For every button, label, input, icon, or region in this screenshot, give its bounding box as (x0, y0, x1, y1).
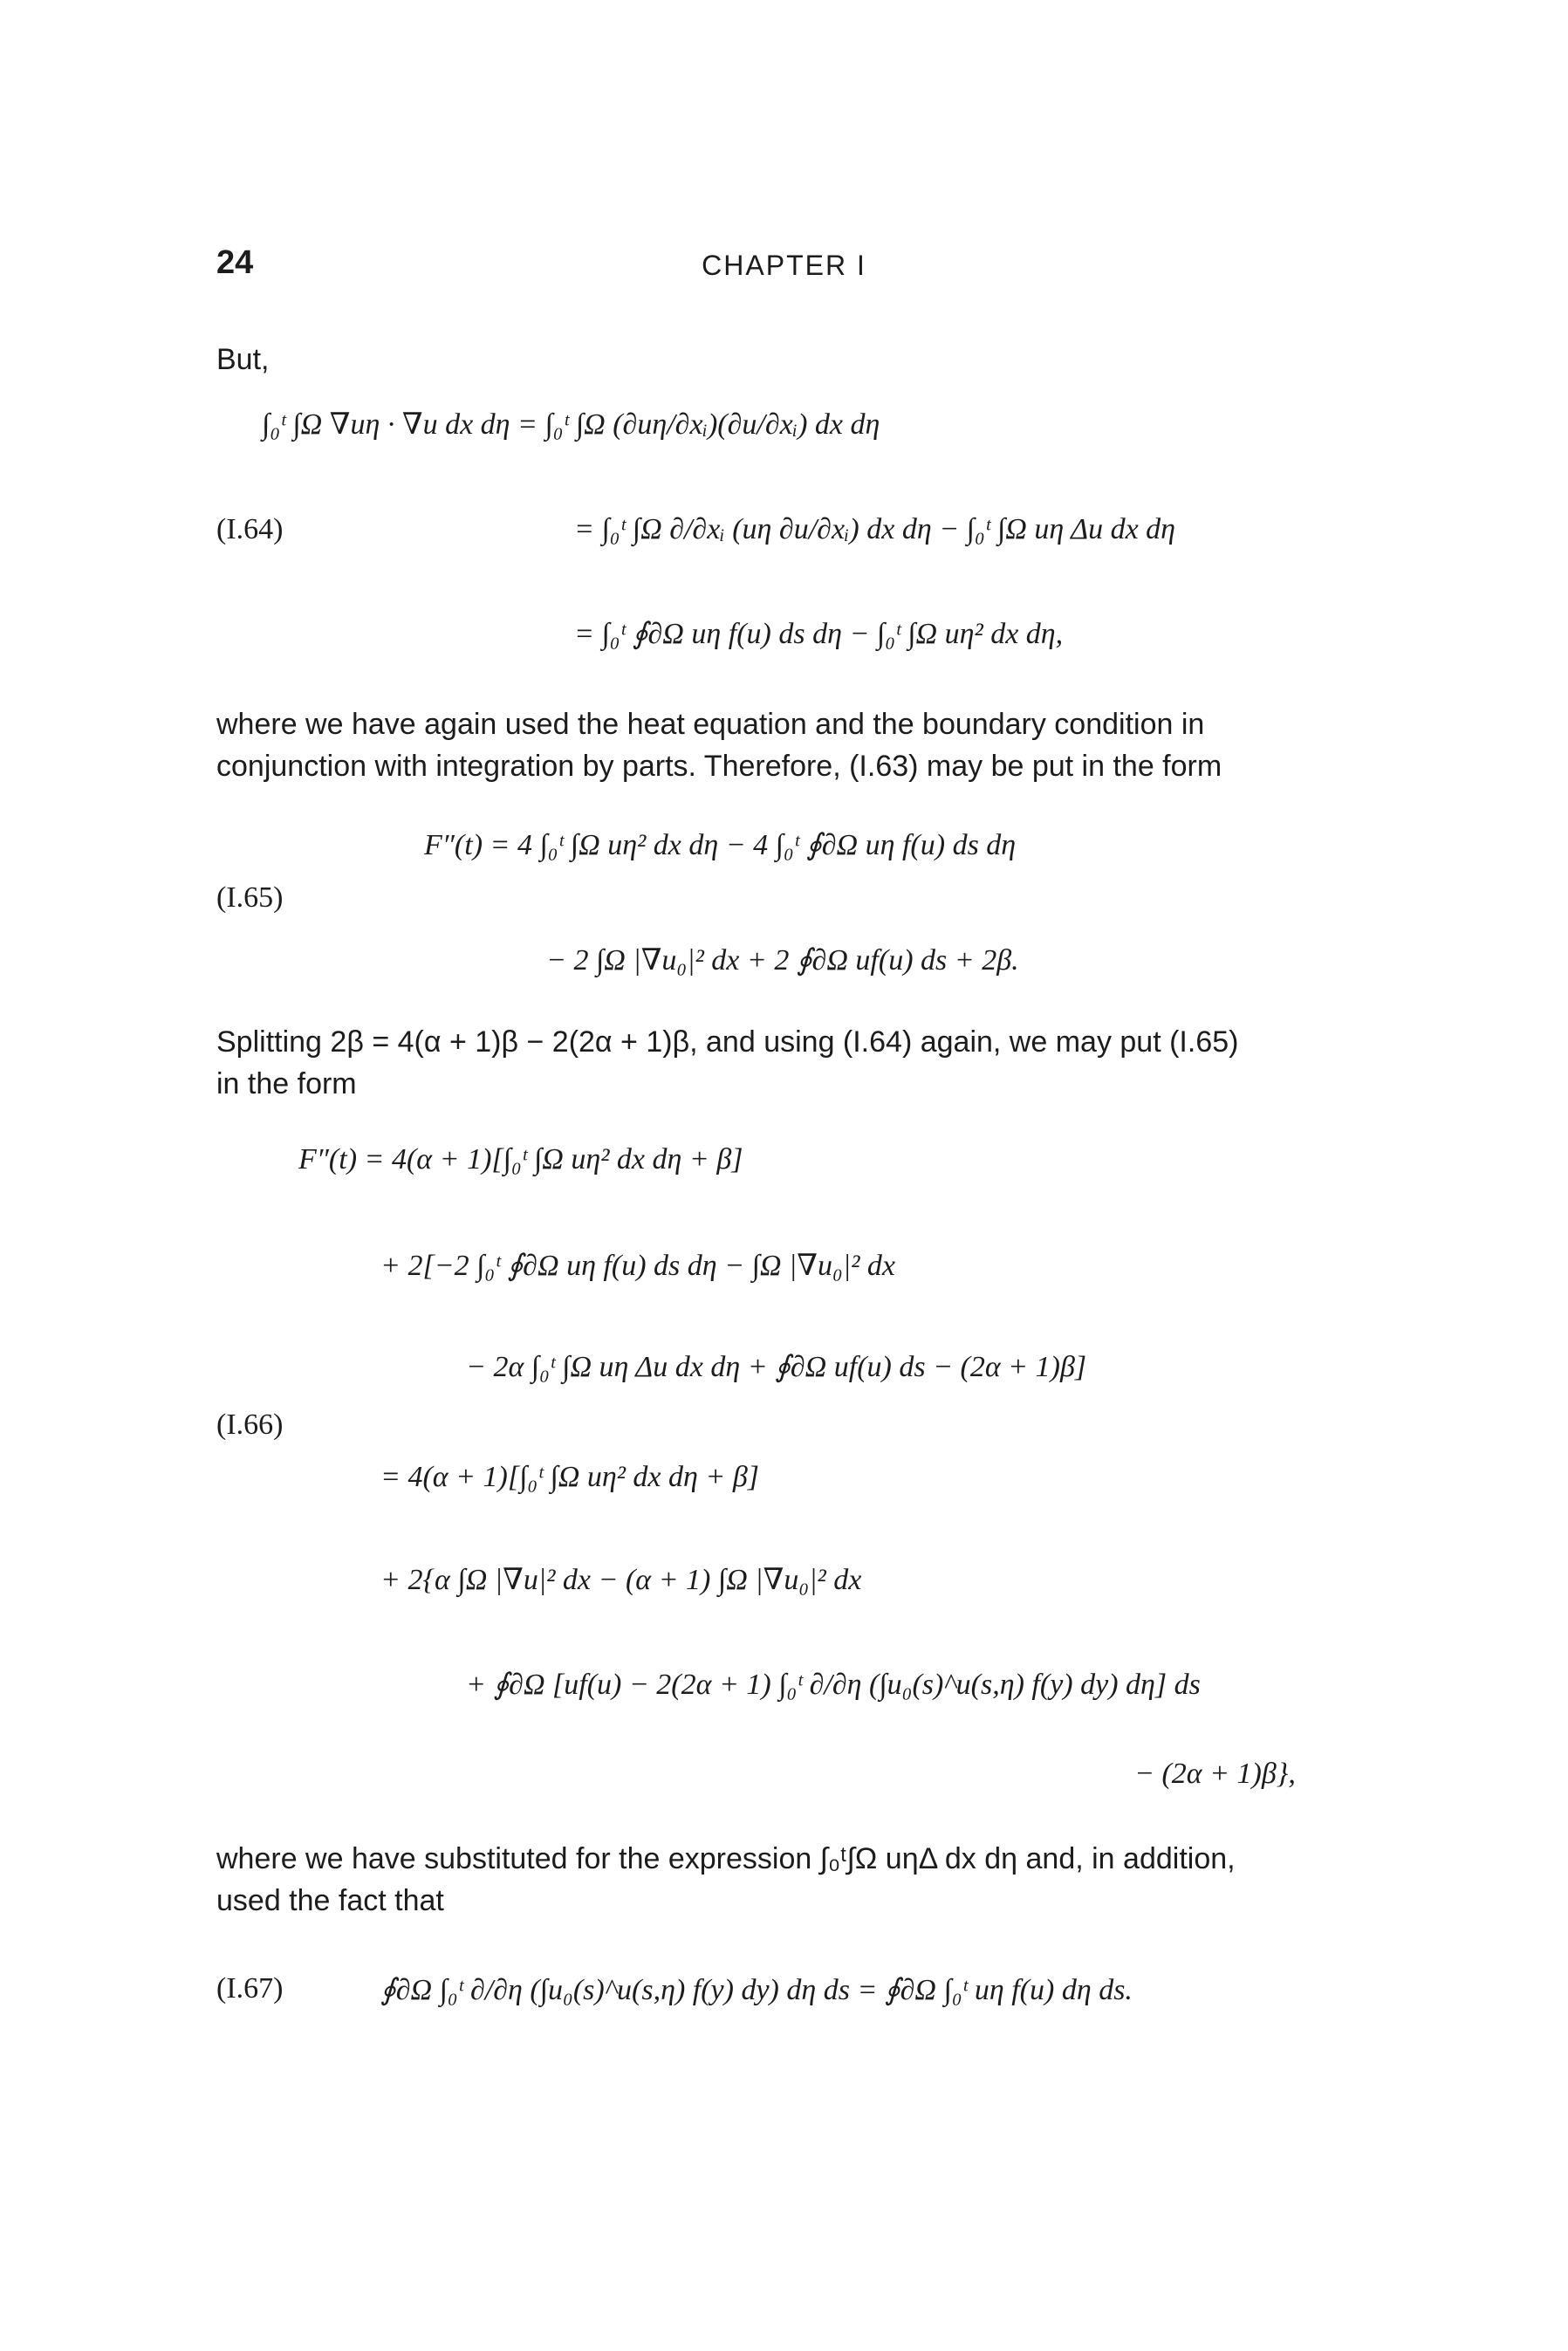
equation-1-64-line-1: ∫₀ᵗ ∫Ω ∇uη · ∇u dx dη = ∫₀ᵗ ∫Ω (∂uη/∂xᵢ)(∂u/∂xᵢ) dx dη (262, 408, 880, 441)
equation-1-65-line-1: F″(t) = 4 ∫₀ᵗ ∫Ω uη² dx dη − 4 ∫₀ᵗ ∮∂Ω uη f(u) ds dη (424, 829, 1017, 861)
page-number: 24 (216, 244, 254, 281)
equation-1-66-line-3: − 2α ∫₀ᵗ ∫Ω uη Δu dx dη + ∮∂Ω uf(u) ds − (2α + 1)β] (466, 1351, 1087, 1383)
equation-1-66-line-1: F″(t) = 4(α + 1)[∫₀ᵗ ∫Ω uη² dx dη + β] (298, 1143, 743, 1176)
text-line: used the fact that (216, 1884, 444, 1917)
equation-1-67: ∮∂Ω ∫₀ᵗ ∂/∂η (∫u₀(s)^u(s,η) f(y) dy) dη ds = ∮∂Ω ∫₀ᵗ uη f(u) dη ds. (380, 1974, 1133, 2006)
equation-1-66-line-6: + ∮∂Ω [uf(u) − 2(2α + 1) ∫₀ᵗ ∂/∂η (∫u₀(s)^u(s,η) f(y) dy) dη] ds (466, 1669, 1201, 1701)
equation-1-64-line-3: = ∫₀ᵗ ∮∂Ω uη f(u) ds dη − ∫₀ᵗ ∫Ω uη² dx dη, (574, 618, 1064, 650)
equation-label: (I.67) (216, 1972, 284, 2005)
equation-1-65-line-2: − 2 ∫Ω |∇u₀|² dx + 2 ∮∂Ω uf(u) ds + 2β. (546, 944, 1019, 977)
text-line: in the form (216, 1067, 357, 1100)
paragraph-splitting (216, 1021, 1377, 1105)
equation-1-66-line-5: + 2{α ∫Ω |∇u|² dx − (α + 1) ∫Ω |∇u₀|² dx (380, 1564, 862, 1596)
text-line: Splitting 2β = 4(α + 1)β − 2(2α + 1)β, and using (I.64) again, we may put (I.65) (216, 1025, 1239, 1059)
paragraph-heat-equation (216, 703, 1377, 787)
text-line: But, (216, 343, 270, 376)
paragraph-but (216, 339, 1377, 380)
equation-1-64-line-2: = ∫₀ᵗ ∫Ω ∂/∂xᵢ (uη ∂u/∂xᵢ) dx dη − ∫₀ᵗ ∫Ω uη Δu dx dη (574, 513, 1176, 545)
equation-1-66-line-2: + 2[−2 ∫₀ᵗ ∮∂Ω uη f(u) ds dη − ∫Ω |∇u₀|² dx (380, 1250, 896, 1282)
chapter-heading: CHAPTER I (702, 250, 866, 281)
text-line: where we have again used the heat equation and the boundary condition in (216, 708, 1205, 741)
equation-label: (I.65) (216, 881, 284, 914)
equation-label: (I.66) (216, 1409, 284, 1441)
equation-1-66-line-4: = 4(α + 1)[∫₀ᵗ ∫Ω uη² dx dη + β] (380, 1461, 759, 1493)
text-line: conjunction with integration by parts. Therefore, (I.63) may be put in the form (216, 750, 1222, 783)
equation-label: (I.64) (216, 513, 284, 545)
equation-1-66-line-7: − (2α + 1)β}, (1134, 1758, 1296, 1790)
paragraph-substituted (216, 1838, 1377, 1922)
text-line: where we have substituted for the expression ∫₀ᵗ∫Ω uηΔ dx dη and, in addition, (216, 1842, 1236, 1875)
